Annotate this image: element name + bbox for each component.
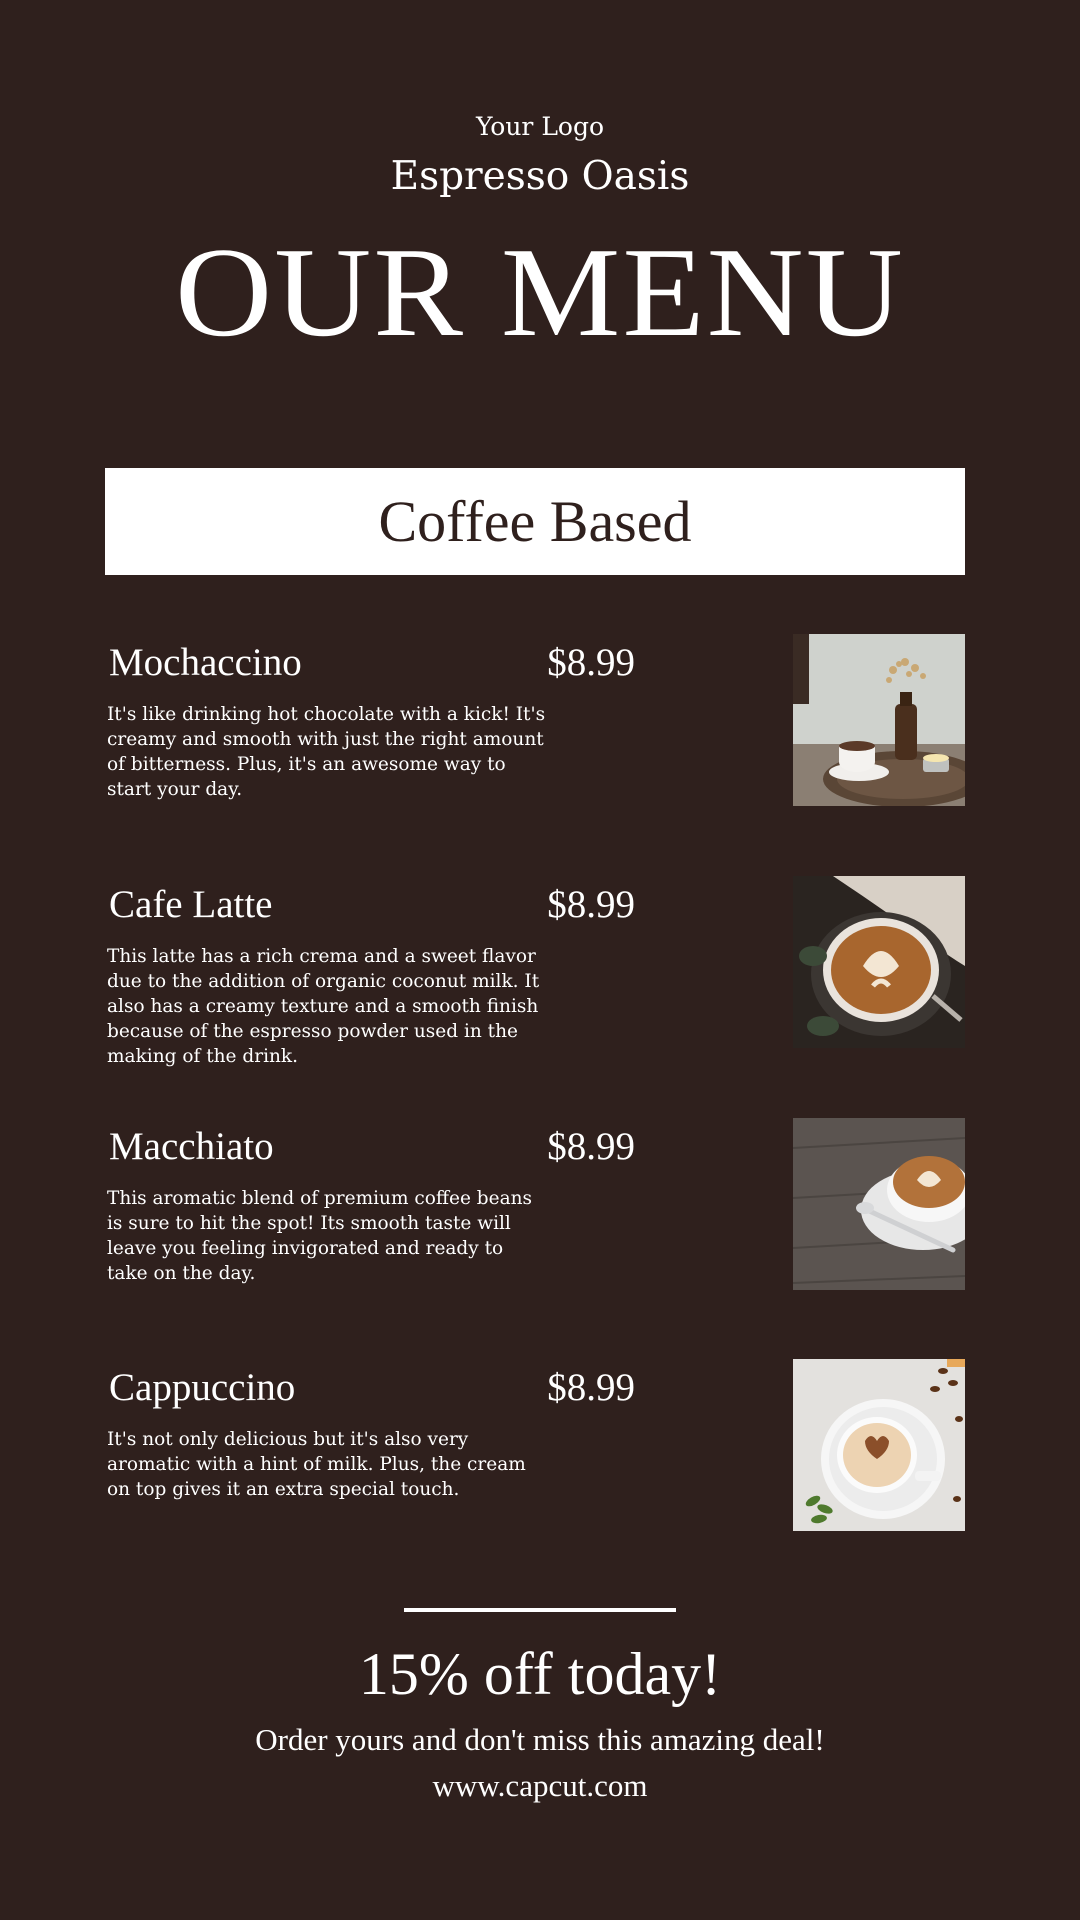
divider-line (404, 1608, 676, 1612)
menu-item-mochaccino (105, 634, 965, 809)
menu-item-cappuccino (105, 1359, 965, 1534)
section-title: Coffee Based (378, 489, 692, 554)
cup-on-saucer-with-spoon-photo (793, 1118, 965, 1290)
item-name: Cappuccino (109, 1366, 296, 1409)
page-title: OUR MENU (175, 221, 905, 363)
promo-subtitle: Order yours and don't miss this amazing deal! (255, 1722, 825, 1757)
item-description: It's like drinking hot chocolate with a kick! It's creamy and smooth with just the right amount of bitterness. Plus, it's an awesome way to start your day. (107, 704, 546, 800)
item-description: This latte has a rich crema and a sweet flavor due to the addition of organic coconut milk. It also has a creamy texture and a smooth finish because of the espresso powder used in the making of the drink. (107, 946, 540, 1067)
website-url[interactable]: www.capcut.com (432, 1768, 648, 1803)
item-price: $8.99 (547, 883, 635, 926)
item-name: Mochaccino (109, 641, 302, 684)
coffee-cup-with-candle-photo (793, 634, 965, 806)
item-price: $8.99 (547, 641, 635, 684)
menu-item-cafe-latte (105, 876, 965, 1067)
item-name: Cafe Latte (109, 883, 273, 926)
item-name: Macchiato (109, 1125, 274, 1168)
latte-art-photo (793, 876, 965, 1048)
logo-text: Your Logo (475, 112, 605, 141)
item-description: It's not only delicious but it's also very aromatic with a hint of milk. Plus, the cream on top gives it an extra special touch. (107, 1429, 526, 1500)
item-price: $8.99 (547, 1366, 635, 1409)
cappuccino-heart-photo (793, 1359, 965, 1531)
item-description: This aromatic blend of premium coffee beans is sure to hit the spot! Its smooth taste will leave you feeling invigorated and ready to take on the day. (107, 1188, 533, 1284)
item-price: $8.99 (547, 1125, 635, 1168)
brand-name: Espresso Oasis (390, 154, 690, 199)
menu-item-macchiato (105, 1118, 965, 1293)
promo-title: 15% off today! (358, 1641, 722, 1707)
section-banner (105, 468, 965, 575)
